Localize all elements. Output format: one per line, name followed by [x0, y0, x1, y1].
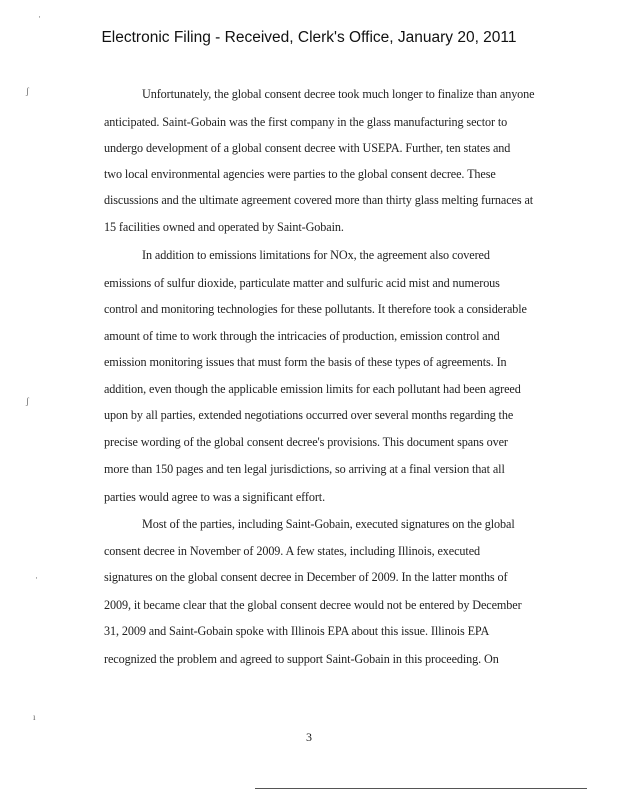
- text-line: two local environmental agencies were parties to the global consent decree. These: [104, 167, 496, 181]
- scan-mark: ʃ: [26, 86, 29, 96]
- scan-mark: ı: [33, 712, 36, 722]
- text-line: emission monitoring issues that must form the basis of these types of agreements. In: [104, 355, 507, 369]
- text-line: upon by all parties, extended negotiations occurred over several months regarding the: [104, 408, 514, 422]
- filing-header: Electronic Filing - Received, Clerk's Office, January 20, 2011: [101, 29, 517, 46]
- text-line: In addition to emissions limitations for NOx, the agreement also covered: [142, 248, 490, 262]
- text-line: precise wording of the global consent decree's provisions. This document spans over: [104, 435, 508, 449]
- text-line: Unfortunately, the global consent decree took much longer to finalize than anyone: [142, 87, 535, 101]
- text-line: discussions and the ultimate agreement covered more than thirty glass melting furnaces at: [104, 193, 534, 207]
- text-line: more than 150 pages and ten legal jurisdictions, so arriving at a final version that all: [104, 462, 505, 476]
- text-line: undergo development of a global consent decree with USEPA. Further, ten states and: [104, 141, 511, 155]
- scan-mark: ʃ: [26, 396, 29, 406]
- text-line: 31, 2009 and Saint-Gobain spoke with Illinois EPA about this issue. Illinois EPA: [104, 624, 490, 638]
- footer-rule: [255, 788, 587, 789]
- text-line: 15 facilities owned and operated by Saint-Gobain.: [104, 220, 344, 234]
- text-line: signatures on the global consent decree in December of 2009. In the latter months of: [104, 570, 508, 584]
- scan-mark: ·: [35, 573, 38, 583]
- text-line: control and monitoring technologies for these pollutants. It therefore took a considerable: [104, 302, 527, 316]
- page-number: 3: [306, 730, 312, 744]
- scan-mark: ·: [38, 12, 41, 22]
- text-line: 2009, it became clear that the global consent decree would not be entered by December: [104, 598, 522, 612]
- text-line: amount of time to work through the intricacies of production, emission control and: [104, 329, 500, 343]
- text-line: anticipated. Saint-Gobain was the first company in the glass manufacturing sector to: [104, 115, 508, 129]
- text-line: parties would agree to was a significant effort.: [104, 490, 326, 504]
- text-line: consent decree in November of 2009. A few states, including Illinois, executed: [104, 544, 480, 558]
- text-line: emissions of sulfur dioxide, particulate matter and sulfuric acid mist and numerous: [104, 276, 500, 290]
- text-line: Most of the parties, including Saint-Gobain, executed signatures on the global: [142, 517, 515, 531]
- text-line: addition, even though the applicable emission limits for each pollutant had been agreed: [104, 382, 521, 396]
- text-line: recognized the problem and agreed to support Saint-Gobain in this proceeding. On: [104, 652, 499, 666]
